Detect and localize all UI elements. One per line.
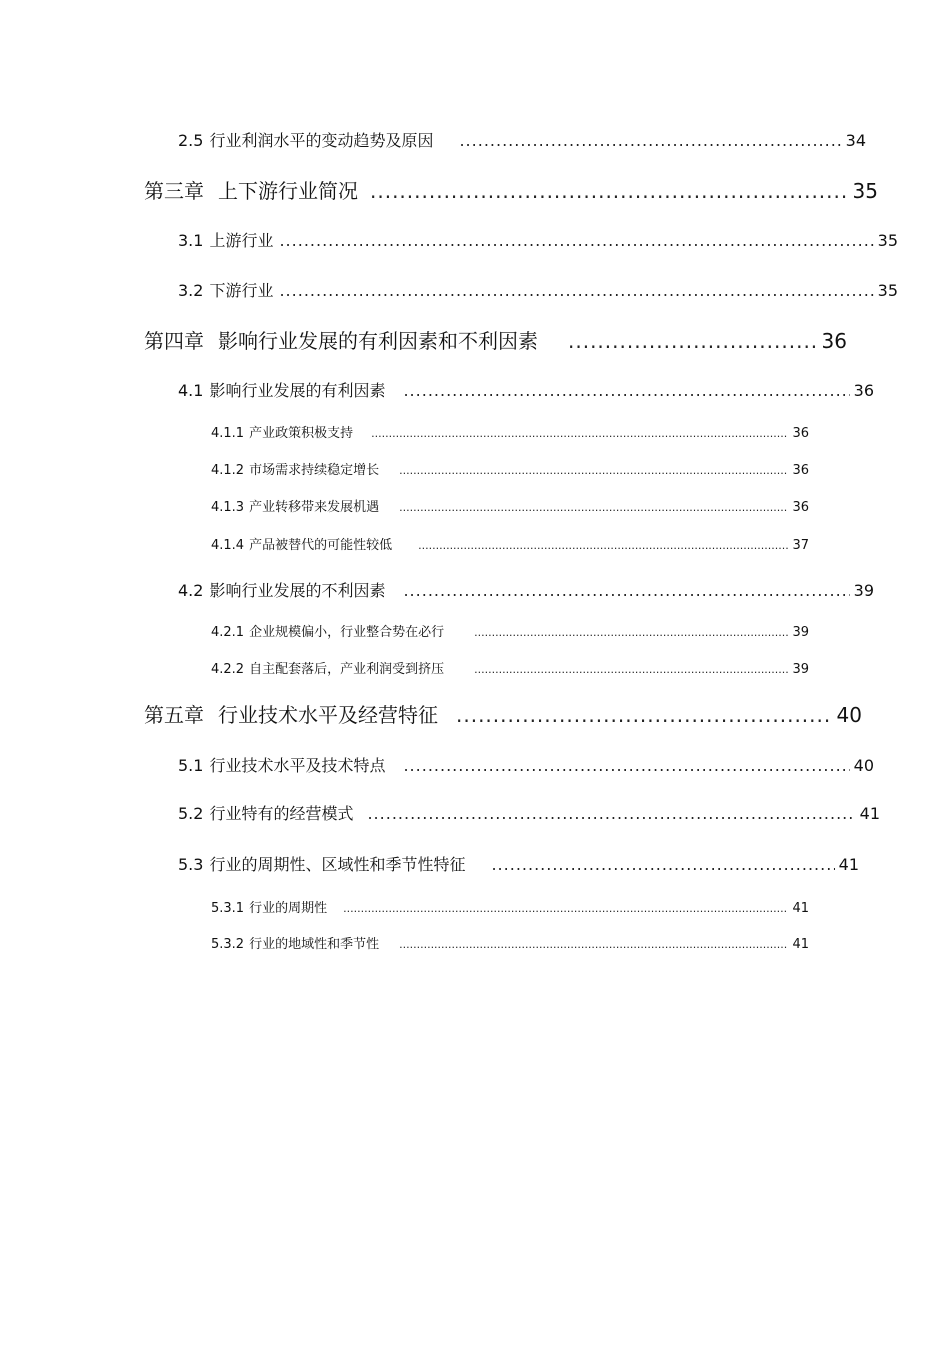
toc-entry-5-1 <box>178 758 874 774</box>
toc-number: 第五章 <box>144 703 204 727</box>
toc-chapter-4 <box>144 331 847 351</box>
toc-page-number: 36 <box>821 329 847 353</box>
toc-entry-3-1 <box>178 233 898 249</box>
toc-title: 行业的地域性和季节性 <box>249 937 380 952</box>
toc-number: 4.2 <box>178 581 204 600</box>
toc-page-number: 41 <box>792 937 809 952</box>
toc-leader <box>370 181 849 201</box>
toc-number: 5.3.2 <box>211 937 245 952</box>
toc-number: 5.3 <box>178 855 204 874</box>
toc-page-number: 39 <box>853 581 874 600</box>
toc-page-number: 39 <box>792 625 809 640</box>
toc-leader <box>279 283 873 299</box>
toc-page-number: 39 <box>792 662 809 677</box>
toc-title: 产品被替代的可能性较低 <box>249 538 393 553</box>
toc-chapter-5 <box>144 705 862 725</box>
toc-page-number: 41 <box>859 804 880 823</box>
toc-page-number: 34 <box>845 131 866 150</box>
toc-leader <box>399 465 788 476</box>
toc-leader <box>491 857 834 873</box>
toc-page-number: 35 <box>852 179 878 203</box>
toc-entry-5-3 <box>178 857 859 873</box>
toc-entry-4-1-3 <box>211 501 809 514</box>
toc-title: 市场需求持续稳定增长 <box>249 463 380 478</box>
toc-leader <box>418 540 788 551</box>
toc-entry-4-2-2 <box>211 663 809 676</box>
toc-entry-4-2 <box>178 583 874 599</box>
toc-entry-2-5 <box>178 133 866 149</box>
toc-page-number: 35 <box>877 281 898 300</box>
toc-page-number: 40 <box>836 703 862 727</box>
toc-title: 自主配套落后，产业利润受到挤压 <box>249 662 445 677</box>
toc-leader <box>568 331 818 351</box>
toc-leader <box>403 758 849 774</box>
toc-title: 行业特有的经营模式 <box>209 804 354 823</box>
toc-leader <box>456 705 833 725</box>
toc-page-number: 41 <box>838 855 859 874</box>
toc-leader <box>459 133 841 149</box>
toc-number: 5.2 <box>178 804 204 823</box>
toc-leader <box>399 939 788 950</box>
toc-page-number: 36 <box>792 426 809 441</box>
toc-leader <box>371 428 788 439</box>
toc-title: 行业利润水平的变动趋势及原因 <box>209 131 434 150</box>
toc-entry-5-2 <box>178 806 880 822</box>
toc-entry-5-3-1 <box>211 902 809 915</box>
toc-number: 4.1.4 <box>211 538 245 553</box>
toc-leader <box>474 664 788 675</box>
toc-entry-4-1-4 <box>211 539 809 552</box>
toc-number: 5.3.1 <box>211 901 245 916</box>
toc-leader <box>474 627 788 638</box>
toc-page-number: 36 <box>792 500 809 515</box>
toc-page-number: 40 <box>853 756 874 775</box>
toc-title: 行业技术水平及经营特征 <box>218 703 438 727</box>
toc-title: 影响行业发展的有利因素和不利因素 <box>218 329 538 353</box>
toc-title: 下游行业 <box>209 281 274 300</box>
toc-number: 4.1.3 <box>211 500 245 515</box>
toc-page-number: 36 <box>792 463 809 478</box>
toc-title: 行业的周期性 <box>249 901 328 916</box>
toc-page-number: 41 <box>792 901 809 916</box>
toc-number: 3.2 <box>178 281 204 300</box>
toc-title: 企业规模偏小，行业整合势在必行 <box>249 625 445 640</box>
toc-number: 2.5 <box>178 131 204 150</box>
toc-page-number: 35 <box>877 231 898 250</box>
toc-entry-5-3-2 <box>211 938 809 951</box>
toc-page-number: 37 <box>792 538 809 553</box>
toc-chapter-3 <box>144 181 878 201</box>
toc-title: 上游行业 <box>209 231 274 250</box>
toc-title: 行业的周期性、区域性和季节性特征 <box>209 855 466 874</box>
toc-leader <box>279 233 873 249</box>
toc-number: 4.1.2 <box>211 463 245 478</box>
toc-entry-4-1-1 <box>211 427 809 440</box>
toc-leader <box>399 502 788 513</box>
toc-number: 5.1 <box>178 756 204 775</box>
toc-title: 产业政策积极支持 <box>249 426 354 441</box>
toc-leader <box>403 383 849 399</box>
toc-leader <box>403 583 849 599</box>
toc-page-number: 36 <box>853 381 874 400</box>
toc-entry-4-1-2 <box>211 464 809 477</box>
toc-number: 3.1 <box>178 231 204 250</box>
toc-number: 4.2.2 <box>211 662 245 677</box>
toc-number: 第四章 <box>144 329 204 353</box>
toc-number: 4.2.1 <box>211 625 245 640</box>
toc-number: 4.1.1 <box>211 426 245 441</box>
toc-title: 行业技术水平及技术特点 <box>209 756 386 775</box>
toc-leader <box>367 806 855 822</box>
toc-number: 4.1 <box>178 381 204 400</box>
toc-title: 影响行业发展的有利因素 <box>209 381 386 400</box>
toc-number: 第三章 <box>144 179 204 203</box>
toc-leader <box>343 903 788 914</box>
toc-entry-4-2-1 <box>211 626 809 639</box>
toc-title: 产业转移带来发展机遇 <box>249 500 380 515</box>
toc-title: 影响行业发展的不利因素 <box>209 581 386 600</box>
toc-entry-3-2 <box>178 283 898 299</box>
toc-entry-4-1 <box>178 383 874 399</box>
toc-title: 上下游行业简况 <box>218 179 358 203</box>
